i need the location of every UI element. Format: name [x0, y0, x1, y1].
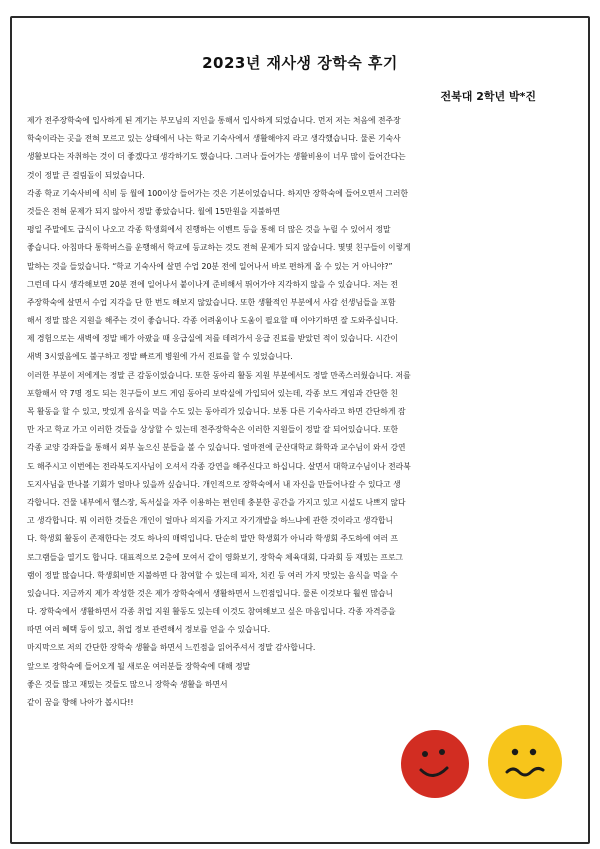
body-line: 학숙이라는 곳을 전혀 모르고 있는 상태에서 나는 학교 기숙사에서 생활해야지 라고 생각했습니다. 물론 기숙사: [27, 134, 401, 144]
body-line: 것이 정말 큰 걸림돌이 되었습니다.: [27, 170, 145, 180]
body-line: 마지막으로 저의 간단한 장학숙 생활을 하면서 느낀점을 읽어주셔서 정말 감사합니다.: [27, 643, 316, 653]
body-line: 로그램들을 열기도 합니다. 대표적으로 2층에 모여서 같이 영화보기, 장학숙 체육대회, 다과회 등 재밌는 프로그: [27, 552, 404, 562]
body-line: 것들은 전혀 문제가 되지 않아서 정말 좋았습니다. 월에 15만원을 지불하면: [27, 206, 281, 216]
body-line: 다. 학생회 활동이 존재한다는 것도 하나의 매력입니다. 단순히 말만 학생회가 아니라 학생회 주도하에 여러 프: [27, 534, 399, 544]
body-line: 주장학숙에 살면서 수업 지각을 단 한 번도 해보지 않았습니다. 또한 생활적인 부분에서 사감 선생님들을 포함: [27, 297, 396, 307]
document-title: 2023년 재사생 장학숙 후기: [202, 54, 398, 72]
body-line: 따면 여러 혜택 등이 있고, 취업 정보 관련해서 정보를 얻을 수 있습니다.: [27, 625, 271, 635]
body-line: 있습니다. 지금까지 제가 작성한 것은 제가 장학숙에서 생활하면서 느낀점입니다. 물론 이것보다 훨씬 많습니: [27, 588, 394, 598]
document-body: [27, 112, 575, 712]
body-line: 도 해주시고 이번에는 전라북도지사님이 오셔서 각종 강연을 해주신다고 하십니다. 살면서 대학교수님이나 전라북: [27, 461, 411, 471]
body-line: 그런데 다시 생각해보면 20분 전에 일어나서 붙이나게 준비해서 뛰어가야 지각하지 않을 수 있습니다. 저는 전: [27, 279, 398, 289]
body-line: 앞으로 장학숙에 들어오게 될 새로운 여러분들 장학숙에 대해 정말: [27, 661, 251, 671]
body-line: 평일 주말에도 급식이 나오고 각종 학생회에서 진행하는 이벤트 등을 통해 더 많은 것을 누릴 수 있어서 정말: [27, 225, 391, 235]
body-line: 좋은 것들 많고 재밌는 것들도 많으니 장학숙 생활을 하면서: [27, 679, 228, 689]
body-line: 좋습니다. 아침마다 통학버스를 운행해서 학교에 등교하는 것도 전혀 문제가 되지 않습니다. 몇몇 친구들이 이렇게: [27, 243, 411, 253]
body-line: 다. 장학숙에서 생활하면서 각종 취업 지원 활동도 있는데 이것도 참여해보고 싶은 마음입니다. 각종 자격증을: [27, 607, 396, 617]
red-smiley-icon: [401, 730, 469, 798]
body-line: 목 활동을 할 수 있고, 맛있게 음식을 먹을 수도 있는 동아리가 있습니다. 보통 다른 기숙사라고 하면 간단하게 잠: [27, 407, 406, 416]
body-line: 새벽 3시였음에도 불구하고 정말 빠르게 병원에 가서 진료를 할 수 있었습니다.: [27, 352, 293, 362]
author-line: 전북대 2학년 박*진: [440, 90, 536, 103]
body-line: 만 자고 학교 가고 이러한 것들을 상상할 수 있는데 전주장학숙은 이러한 지원들이 정말 잘 되어있습니다. 또한: [27, 425, 399, 435]
body-line: 도지사님을 만나볼 기회가 얼마나 있을까 싶습니다. 개인적으로 장학숙에서 내 자신을 만들어나갈 수 있다고 생: [27, 479, 401, 489]
body-line: 이러한 부분이 저에게는 정말 큰 감동이었습니다. 또한 동아리 활동 지원 부분에서도 정말 만족스러웠습니다. 저를: [27, 370, 411, 380]
yellow-smiley-icon: [488, 725, 562, 799]
smiley-faces-illustration: [395, 716, 595, 826]
body-line: 같이 꿈을 향해 나아가 봅시다!!: [27, 698, 134, 707]
body-line: 해서 정말 많은 지원을 해주는 것이 좋습니다. 각종 어려움이나 도움이 필요할 때 이야기하면 잘 도와주십니다.: [27, 316, 399, 326]
body-line: 제 경험으로는 새벽에 정말 배가 아팠을 때 응급실에 저를 데려가서 응급 진료를 받았던 적이 있습니다. 시간이: [27, 334, 399, 344]
body-line: 제가 전주장학숙에 입사하게 된 계기는 부모님의 지인을 통해서 입사하게 되었습니다. 먼저 저는 처음에 전주장: [27, 116, 401, 125]
body-line: 램이 정말 많습니다. 학생회비만 지불하면 다 참여할 수 있는데 피자, 치킨 등 여러 가지 맛있는 음식을 먹을 수: [27, 570, 398, 580]
body-line: 생활보다는 자취하는 것이 더 좋겠다고 생각하기도 했습니다. 그러나 들어가는 생활비용이 너무 많이 들어간다는: [27, 152, 406, 162]
body-line: 각합니다. 건물 내부에서 헬스장, 독서실을 자주 이용하는 편인데 충분한 공간을 가지고 있고 시설도 나쁘지 않다: [27, 497, 406, 507]
body-line: 말하는 것을 들었습니다. “학교 기숙사에 살면 수업 20분 전에 일어나서 바로 편하게 올 수 있는 거 아니야?”: [27, 261, 393, 271]
body-line: 포함해서 약 7명 정도 되는 친구들이 보드 게임 동아리 보락실에 가입되어 있는데, 각종 보드 게임과 간단한 친: [27, 388, 398, 398]
body-line: 각종 학교 기숙사비에 식비 등 월에 100이상 들어가는 것은 기본이었습니다. 하지만 장학숙에 들어오면서 그러한: [27, 188, 408, 198]
body-line: 고 생각합니다. 뭐 이러한 것들은 개인이 얼마나 의지를 가지고 자기개발을 하느냐에 관한 것이라고 생각합니: [27, 516, 394, 526]
body-line: 각종 교양 강좌들을 통해서 외부 높으신 분들을 볼 수 있습니다. 얼마전에 군산대학교 화학과 교수님이 와서 강연: [27, 443, 406, 453]
